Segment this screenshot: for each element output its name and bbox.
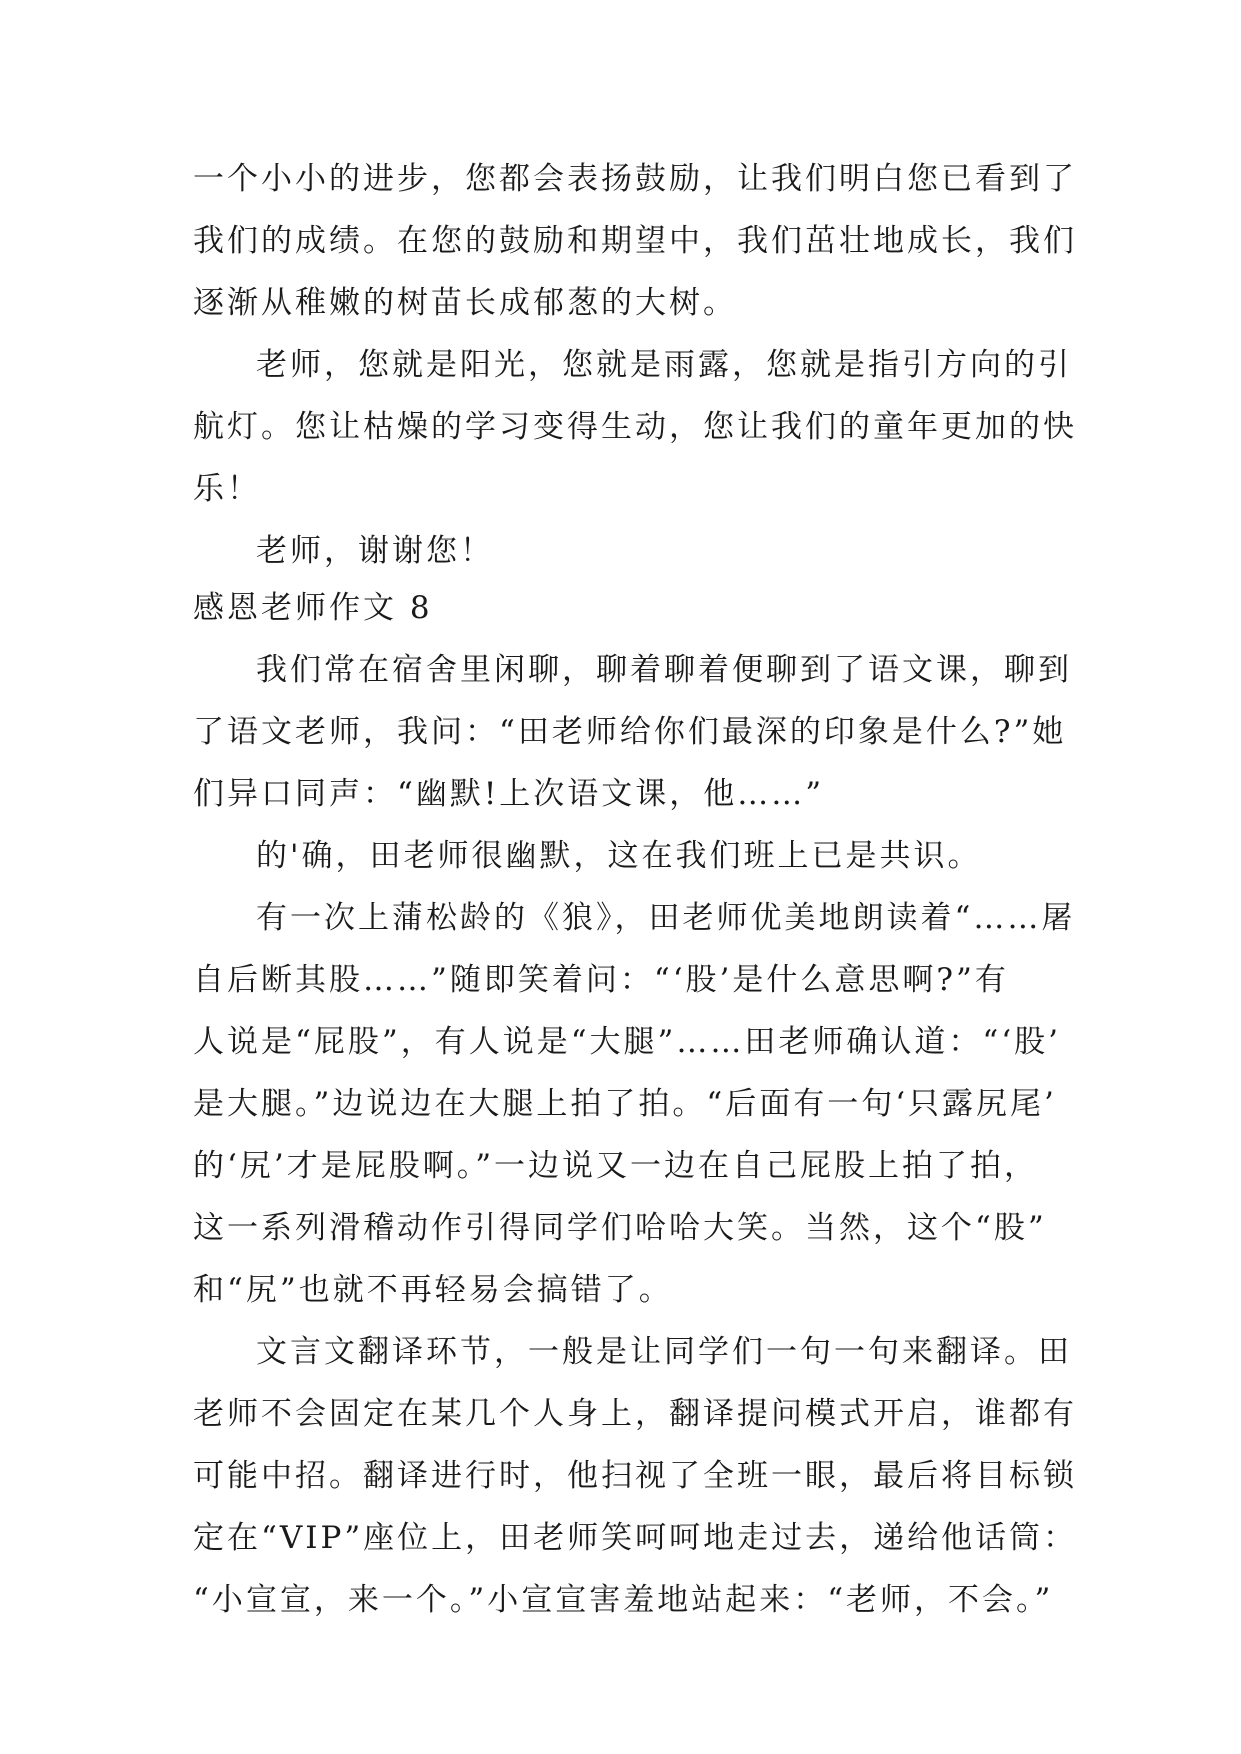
text-line: 这一系列滑稽动作引得同学们哈哈大笑。当然，这个“股”: [193, 1210, 1047, 1246]
text-line: 一个小小的进步，您都会表扬鼓励，让我们明白您已看到了: [193, 161, 1077, 197]
paragraph-first-line: 老师，谢谢您！: [256, 533, 494, 569]
text-line: 自后断其股……”随即笑着问：“‘股’是什么意思啊?”有: [193, 962, 1009, 998]
text-line: 老师不会固定在某几个人身上，翻译提问模式开启，谁都有: [193, 1396, 1077, 1432]
paragraph-first-line: 老师，您就是阳光，您就是雨露，您就是指引方向的引: [256, 347, 1072, 383]
text-line: 乐！: [193, 471, 261, 507]
section-heading: 感恩老师作文 8: [193, 590, 433, 626]
text-line: 可能中招。翻译进行时，他扫视了全班一眼，最后将目标锁: [193, 1458, 1077, 1494]
paragraph-first-line: 我们常在宿舍里闲聊，聊着聊着便聊到了语文课，聊到: [256, 652, 1072, 688]
text-line: 人说是“屁股”，有人说是“大腿”……田老师确认道：“‘股’: [193, 1024, 1061, 1060]
text-line: 航灯。您让枯燥的学习变得生动，您让我们的童年更加的快: [193, 409, 1077, 445]
text-line: “小宣宣，来一个。”小宣宣害羞地站起来：“老师，不会。”: [193, 1582, 1054, 1618]
text-line: 了语文老师，我问：“田老师给你们最深的印象是什么?”她: [193, 714, 1067, 750]
text-line: 定在“VIP”座位上，田老师笑呵呵地走过去，递给他话筒：: [193, 1520, 1078, 1556]
text-line: 们异口同声：“幽默!上次语文课，他……”: [193, 776, 825, 812]
text-line: 的‘尻’才是屁股啊。”一边说又一边在自己屁股上拍了拍，: [193, 1148, 1039, 1184]
text-line: 是大腿。”边说边在大腿上拍了拍。“后面有一句‘只露尻尾’: [193, 1086, 1057, 1122]
text-line: 逐渐从稚嫩的树苗长成郁葱的大树。: [193, 285, 737, 321]
text-line: 我们的成绩。在您的鼓励和期望中，我们茁壮地成长，我们: [193, 223, 1077, 259]
text-line: 和“尻”也就不再轻易会搞错了。: [193, 1272, 673, 1308]
paragraph-first-line: 的'确，田老师很幽默，这在我们班上已是共识。: [256, 838, 982, 874]
paragraph-first-line: 有一次上蒲松龄的《狼》，田老师优美地朗读着“……屠: [256, 900, 1076, 936]
paragraph-first-line: 文言文翻译环节，一般是让同学们一句一句来翻译。田: [256, 1334, 1072, 1370]
